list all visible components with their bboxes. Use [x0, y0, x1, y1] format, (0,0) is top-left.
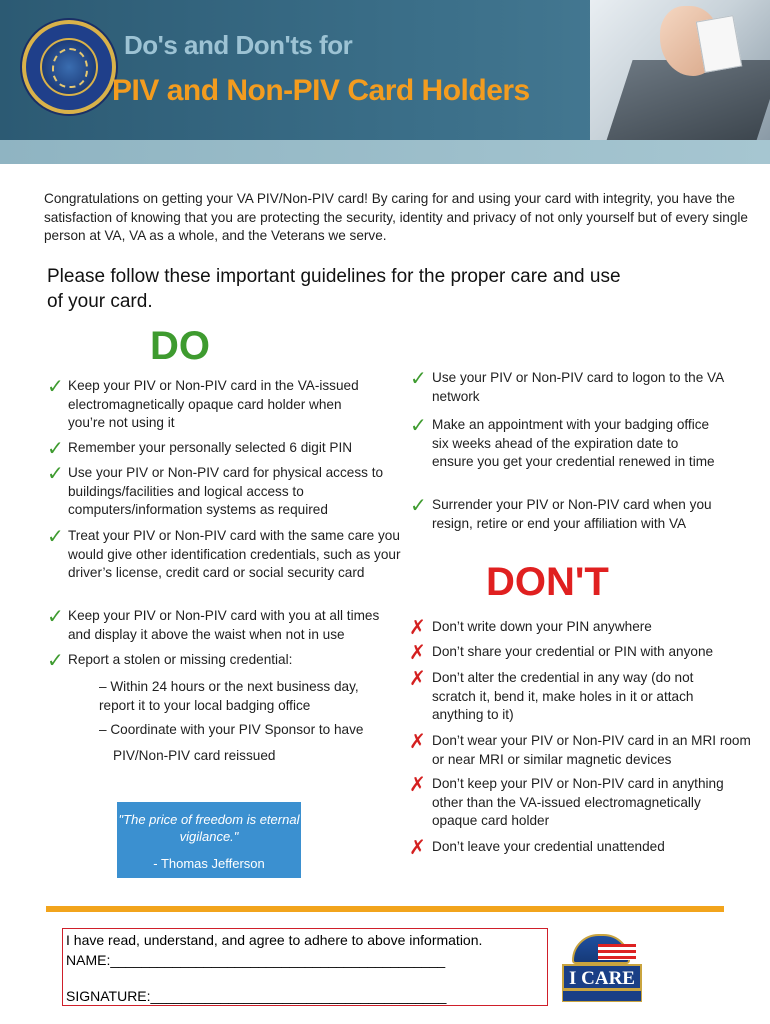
- agreement-statement: I have read, understand, and agree to adhere to above information.: [66, 932, 483, 948]
- dont-item: Don’t wear your PIV or Non-PIV card in an MRI room or near MRI or similar magnetic devices: [432, 733, 751, 767]
- do-item: Keep your PIV or Non-PIV card with you at all times and display it above the waist when not in use: [68, 608, 380, 642]
- do-item: Make an appointment with your badging office six weeks ahead of the expiration date to ensure you get your credential renewed in time: [432, 417, 715, 469]
- do-item: Remember your personally selected 6 digit PIN: [68, 440, 353, 455]
- dont-heading: DON'T: [486, 560, 609, 604]
- cross-icon: ✗: [409, 729, 426, 753]
- quote-box: [117, 802, 301, 878]
- orange-divider: [46, 906, 724, 912]
- do-item: Keep your PIV or Non-PIV card in the VA-issued electromagnetically opaque card holder when you’re not using it: [68, 378, 359, 430]
- va-seal-icon: [22, 20, 116, 114]
- do-item: Use your PIV or Non-PIV card to logon to the VA network: [432, 370, 724, 404]
- title-line-1: Do's and Don'ts for: [124, 30, 353, 60]
- icare-logo: [558, 934, 646, 1004]
- do-item: Use your PIV or Non-PIV card for physical access to buildings/facilities and logical access to computers/information systems as required: [68, 465, 384, 517]
- intro-paragraph: Congratulations on getting your VA PIV/Non-PIV card! By caring for and using your card with integrity, you have the satisfaction of knowing that you are protecting the security, identity and privacy of not only yourself but of every single person at VA, VA as a whole, and the Veterans we serve.: [44, 191, 748, 243]
- cross-icon: ✗: [409, 615, 426, 639]
- banner-strip: [0, 140, 770, 164]
- name-field[interactable]: NAME:___________________________________________: [66, 952, 446, 968]
- quote-text: "The price of freedom is eternal vigilance.": [118, 812, 300, 844]
- check-icon: ✓: [410, 493, 427, 517]
- check-icon: ✓: [47, 374, 64, 398]
- check-icon: ✓: [47, 436, 64, 460]
- do-sub-item: PIV/Non-PIV card reissued: [113, 748, 276, 763]
- check-icon: ✓: [410, 366, 427, 390]
- do-sub-item: – Coordinate with your PIV Sponsor to have: [99, 722, 364, 737]
- dont-item: Don’t leave your credential unattended: [432, 839, 665, 854]
- check-icon: ✓: [47, 604, 64, 628]
- dont-item: Don’t keep your PIV or Non-PIV card in anything other than the VA-issued electromagnetically opaque card holder: [432, 776, 724, 828]
- agreement-form: [62, 928, 548, 1006]
- do-heading: DO: [150, 324, 210, 368]
- check-icon: ✓: [47, 461, 64, 485]
- do-item: Report a stolen or missing credential:: [68, 652, 293, 667]
- dont-item: Don’t share your credential or PIN with anyone: [432, 644, 714, 659]
- icare-label: I CARE: [562, 964, 642, 990]
- cross-icon: ✗: [409, 835, 426, 859]
- do-item: Treat your PIV or Non-PIV card with the same care you would give other identification credentials, such as your driver’s license, credit card or social security card: [68, 528, 401, 580]
- cross-icon: ✗: [409, 640, 426, 664]
- do-item: Surrender your PIV or Non-PIV card when you resign, retire or end your affiliation with VA: [432, 497, 712, 531]
- hand-inserting-card-photo: [590, 0, 770, 140]
- cross-icon: ✗: [409, 772, 426, 796]
- quote-author: - Thomas Jefferson: [153, 856, 265, 871]
- dont-item: Don’t alter the credential in any way (do not scratch it, bend it, make holes in it or attach anything to it): [432, 670, 694, 722]
- do-sub-item: – Within 24 hours or the next business day, report it to your local badging office: [99, 679, 359, 713]
- signature-field[interactable]: SIGNATURE:______________________________________: [66, 988, 447, 1004]
- cross-icon: ✗: [409, 666, 426, 690]
- title-line-2: PIV and Non-PIV Card Holders: [112, 74, 530, 107]
- check-icon: ✓: [410, 413, 427, 437]
- header-banner: [0, 0, 770, 140]
- check-icon: ✓: [47, 524, 64, 548]
- dont-item: Don’t write down your PIN anywhere: [432, 619, 652, 634]
- check-icon: ✓: [47, 648, 64, 672]
- guidelines-heading: Please follow these important guidelines for the proper care and use of your card.: [47, 266, 621, 312]
